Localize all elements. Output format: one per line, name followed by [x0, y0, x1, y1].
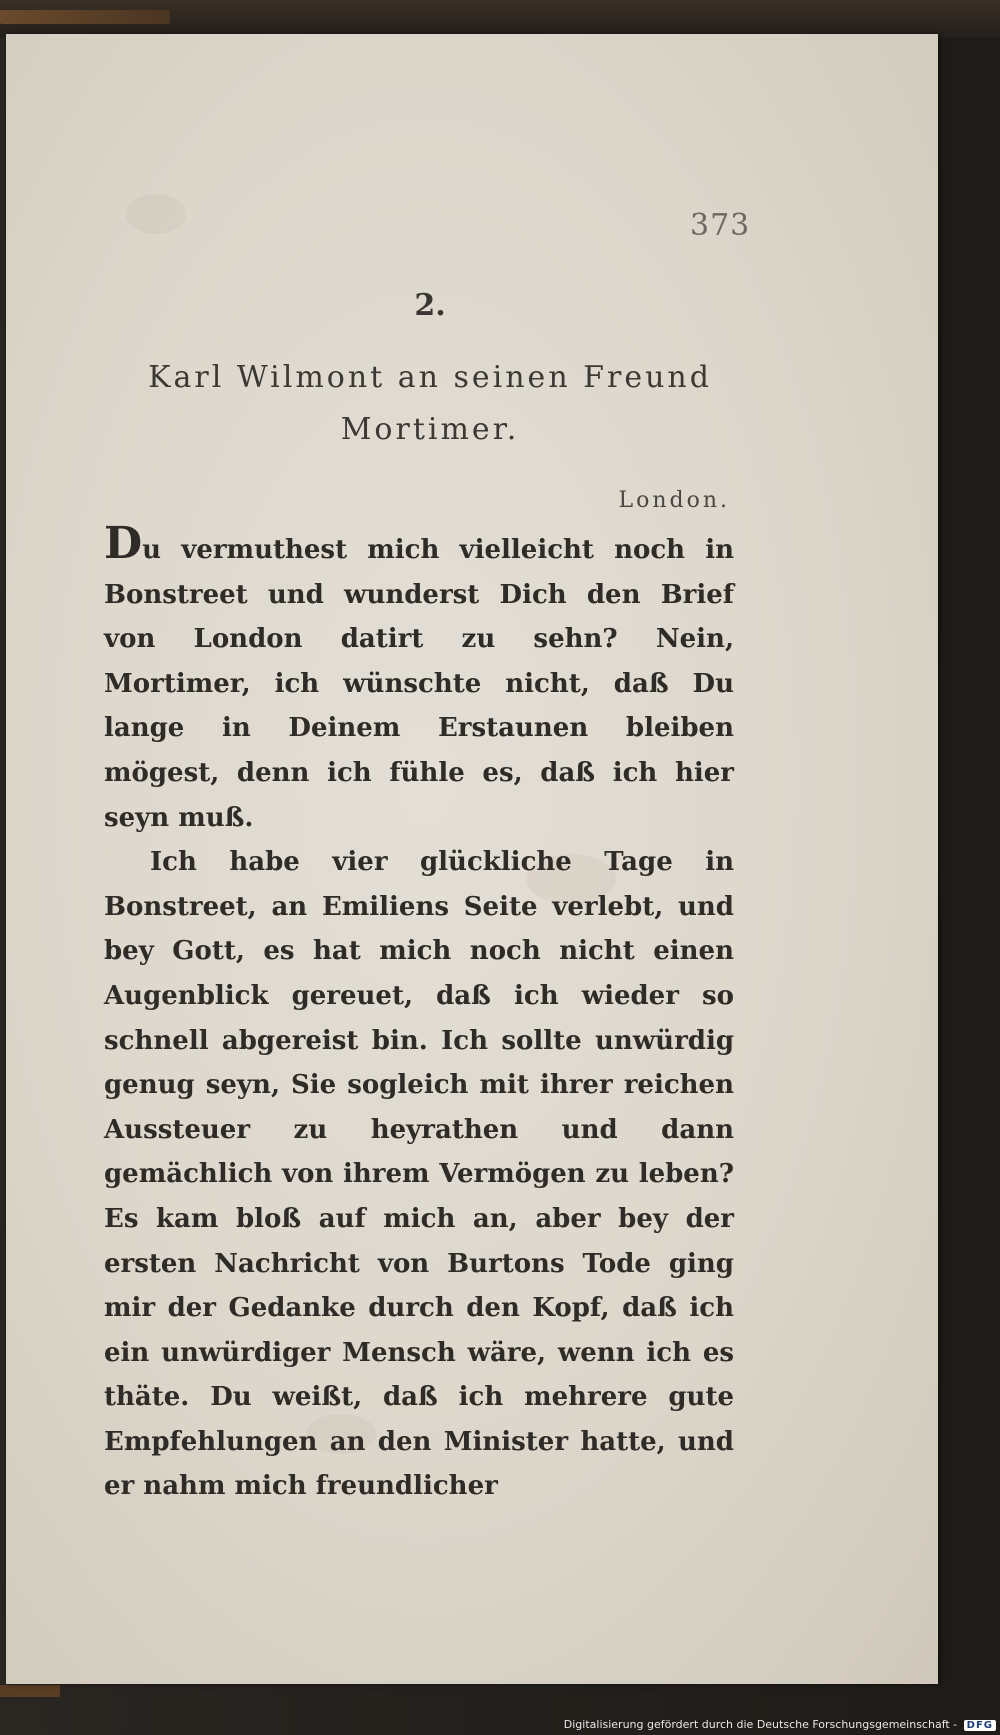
- page-number: 373: [690, 208, 751, 243]
- letter-heading: [80, 352, 780, 456]
- chapter-number: 2.: [414, 288, 446, 323]
- book-spine-edge: [0, 10, 170, 24]
- credit-text: Digitalisierung gefördert durch die Deutsche Forschungsgemeinschaft -: [563, 1718, 958, 1731]
- dateline: London.: [618, 488, 730, 513]
- heading-line-1: Karl Wilmont an seinen Freund: [148, 360, 712, 395]
- paragraph-2: Ich habe vier glückliche Tage in Bonstreet, an Emiliens Seite verlebt, und bey Gott, es hat mich noch nicht einen Augenblick gereuet, daß ich wieder so schnell abgereist bin. Ich sollte unwürdig genug seyn, Sie sogleich mit ihrer reichen Aussteuer zu heyrathen und dann gemächlich von ihrem Vermögen zu leben? Es kam bloß auf mich an, aber bey der ersten Nachricht von Burtons Tode ging mir der Gedanke durch den Kopf, daß ich ein unwürdiger Mensch wäre, wenn ich es thäte. Du weißt, daß ich mehrere gute Empfehlungen an den Minister hatte, und er nahm mich freundlicher: [104, 847, 734, 1502]
- book-bottom-edge: [0, 1685, 60, 1697]
- heading-line-2: Mortimer.: [340, 412, 520, 447]
- paragraph-1-text: u vermuthest mich vielleicht noch in Bonstreet und wunderst Dich den Brief von London datirt zu sehn? Nein, Mortimer, ich wünschte nicht, daß Du lange in Deinem Erstaunen bleiben mögest, denn ich fühle es, daß ich hier seyn muß.: [104, 535, 734, 833]
- body-text: [104, 518, 734, 1509]
- digitization-credit: [564, 1718, 996, 1731]
- dfg-logo: DFG: [964, 1720, 996, 1731]
- paragraph-1: [104, 518, 734, 840]
- paper-stain: [126, 194, 186, 234]
- drop-cap: D: [104, 518, 143, 569]
